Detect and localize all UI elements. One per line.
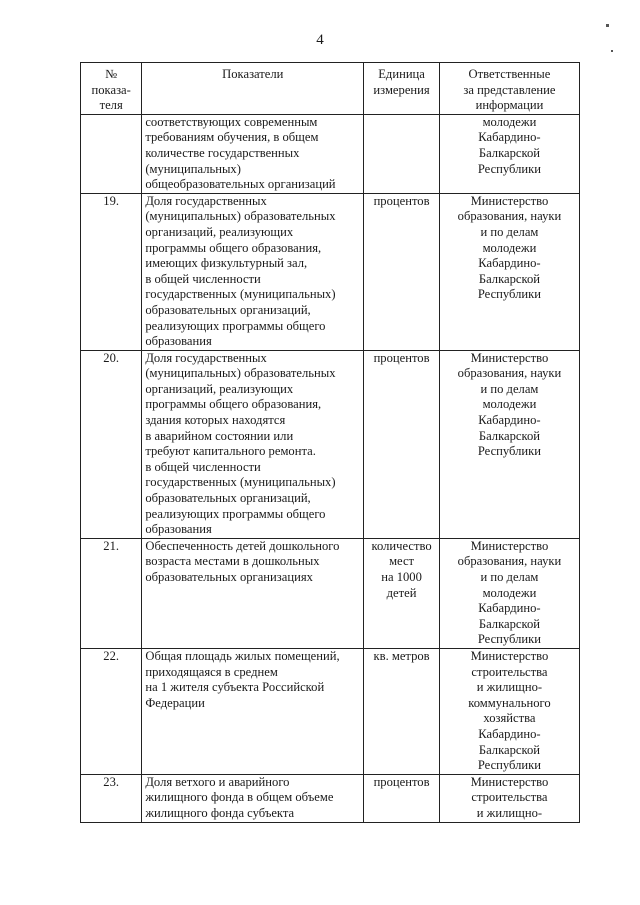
responsible-line: образования, науки [457, 366, 562, 381]
indicator-line: приходящаяся в среднем [145, 664, 278, 679]
responsible-line: Республики [477, 632, 542, 647]
responsible-line: Балкарской [478, 742, 541, 757]
responsible-line: Министерство [470, 538, 549, 553]
indicator-line: Доля ветхого и аварийного [145, 774, 290, 789]
responsible-line: хозяйства [483, 711, 536, 726]
unit-cell [364, 648, 440, 774]
indicator-line: в общей численности [145, 271, 261, 286]
indicator-cell [142, 774, 364, 822]
indicator-line: (муниципальных) образовательных [145, 366, 336, 381]
responsible-line: образования, науки [457, 554, 562, 569]
table-row [81, 114, 580, 193]
row-number [81, 114, 142, 193]
indicator-line: в аварийном состоянии или [145, 428, 294, 443]
indicator-line: образовательных организаций, [145, 302, 311, 317]
responsible-line: Республики [477, 161, 542, 176]
indicator-cell [142, 193, 364, 350]
responsible-line: Республики [477, 444, 542, 459]
unit-line: процентов [373, 774, 430, 789]
responsible-line: Министерство [470, 774, 549, 789]
responsible-cell [439, 538, 579, 648]
responsible-line: и жилищно- [476, 805, 543, 820]
indicator-cell [142, 648, 364, 774]
responsible-cell [439, 648, 579, 774]
responsible-line: Республики [477, 287, 542, 302]
responsible-line: молодежи [482, 585, 537, 600]
header-unit-line: измерения [373, 82, 430, 97]
indicator-line: здания которых находятся [145, 413, 286, 428]
page-number: 4 [316, 32, 324, 48]
responsible-line: и по делам [480, 224, 539, 239]
indicator-line: требованиям обучения, в общем [145, 130, 319, 145]
responsible-line: Министерство [470, 350, 549, 365]
header-unit-line: Единица [378, 67, 425, 81]
indicator-line: общеобразовательных организаций [145, 177, 336, 192]
indicator-line: соответствующих современным [145, 114, 318, 129]
responsible-line: молодежи [482, 240, 537, 255]
table-row [81, 538, 580, 648]
indicator-line: организаций, реализующих [145, 224, 294, 239]
indicator-line: Доля государственных [145, 350, 267, 365]
indicator-line: образования [145, 522, 212, 537]
indicator-line: в общей численности [145, 459, 261, 474]
table-row [81, 774, 580, 822]
responsible-line: Балкарской [478, 271, 541, 286]
responsible-line: и жилищно- [476, 680, 543, 695]
indicator-line: реализующих программы общего [145, 318, 326, 333]
responsible-line: и по делам [480, 570, 539, 584]
responsible-line: Министерство [470, 193, 549, 208]
responsible-cell [439, 114, 579, 193]
header-number [81, 63, 142, 115]
responsible-line: Кабардино- [478, 601, 541, 616]
indicator-cell [142, 114, 364, 193]
unit-line: мест [389, 554, 415, 569]
indicator-cell [142, 538, 364, 648]
header-responsible [439, 63, 579, 115]
responsible-line: Республики [477, 758, 542, 773]
responsible-line: образования, науки [457, 209, 562, 224]
indicator-line: требуют капитального ремонта. [145, 444, 316, 459]
unit-line: процентов [373, 193, 430, 208]
indicator-line: жилищного фонда в общем объеме [145, 790, 334, 805]
row-number: 23. [81, 774, 142, 822]
indicator-line: Обеспеченность детей дошкольного [145, 538, 340, 553]
header-responsible-line: Ответственные [468, 67, 551, 81]
responsible-cell [439, 774, 579, 822]
indicators-table [80, 62, 580, 823]
responsible-line: молодежи [482, 397, 537, 412]
header-number-line: № [105, 67, 118, 81]
responsible-line: и по делам [480, 381, 539, 396]
scan-speck [606, 24, 609, 27]
unit-cell [364, 193, 440, 350]
header-unit [364, 63, 440, 115]
indicator-line: имеющих физкультурный зал, [145, 256, 308, 271]
indicator-line: на 1 жителя субъекта Российской [145, 680, 325, 695]
responsible-cell [439, 350, 579, 538]
indicator-line: возраста местами в дошкольных [145, 554, 320, 569]
unit-line: детей [386, 585, 417, 600]
unit-line: на 1000 [381, 570, 422, 584]
indicator-line: (муниципальных) [145, 161, 241, 176]
indicator-line: программы общего образования, [145, 240, 322, 255]
row-number: 20. [81, 350, 142, 538]
header-indicators-line: Показатели [222, 67, 284, 81]
indicator-line: Федерации [145, 695, 205, 710]
responsible-line: Министерство [470, 648, 549, 663]
header-number-line: теля [99, 98, 123, 113]
scan-speck [611, 50, 613, 52]
indicator-cell [142, 350, 364, 538]
header-number-line: показа- [91, 82, 131, 97]
unit-cell [364, 114, 440, 193]
responsible-line: Балкарской [478, 428, 541, 443]
header-responsible-line: информации [475, 98, 544, 113]
indicator-line: (муниципальных) образовательных [145, 209, 336, 224]
responsible-line: Балкарской [478, 616, 541, 631]
header-indicators [142, 63, 364, 115]
indicator-line: образования [145, 334, 212, 349]
table-row [81, 193, 580, 350]
unit-cell [364, 538, 440, 648]
row-number: 19. [81, 193, 142, 350]
indicator-line: образовательных организациях [145, 570, 313, 584]
table-header-row [81, 63, 580, 115]
unit-cell [364, 774, 440, 822]
responsible-line: Кабардино- [478, 130, 541, 145]
indicator-line: Доля государственных [145, 193, 267, 208]
unit-cell [364, 350, 440, 538]
responsible-line: коммунального [468, 695, 551, 710]
row-number: 21. [81, 538, 142, 648]
indicator-line: программы общего образования, [145, 397, 322, 412]
responsible-line: Кабардино- [478, 256, 541, 271]
indicator-line: Общая площадь жилых помещений, [145, 648, 340, 663]
responsible-line: строительства [471, 790, 548, 805]
row-number: 22. [81, 648, 142, 774]
responsible-line: Кабардино- [478, 413, 541, 428]
unit-line: процентов [373, 350, 430, 365]
indicator-line: образовательных организаций, [145, 491, 311, 506]
responsible-line: молодежи [482, 114, 537, 129]
indicator-line: организаций, реализующих [145, 381, 294, 396]
header-responsible-line: за представление [463, 82, 556, 97]
responsible-line: строительства [471, 664, 548, 679]
indicator-line: жилищного фонда субъекта [145, 805, 295, 820]
responsible-cell [439, 193, 579, 350]
responsible-line: Балкарской [478, 145, 541, 160]
table-row [81, 350, 580, 538]
indicator-line: количестве государственных [145, 145, 300, 160]
unit-line: кв. метров [373, 648, 430, 663]
responsible-line: Кабардино- [478, 726, 541, 741]
indicator-line: реализующих программы общего [145, 506, 326, 521]
table-row [81, 648, 580, 774]
indicator-line: государственных (муниципальных) [145, 287, 336, 302]
unit-line: количество [371, 538, 432, 553]
indicator-line: государственных (муниципальных) [145, 475, 336, 490]
